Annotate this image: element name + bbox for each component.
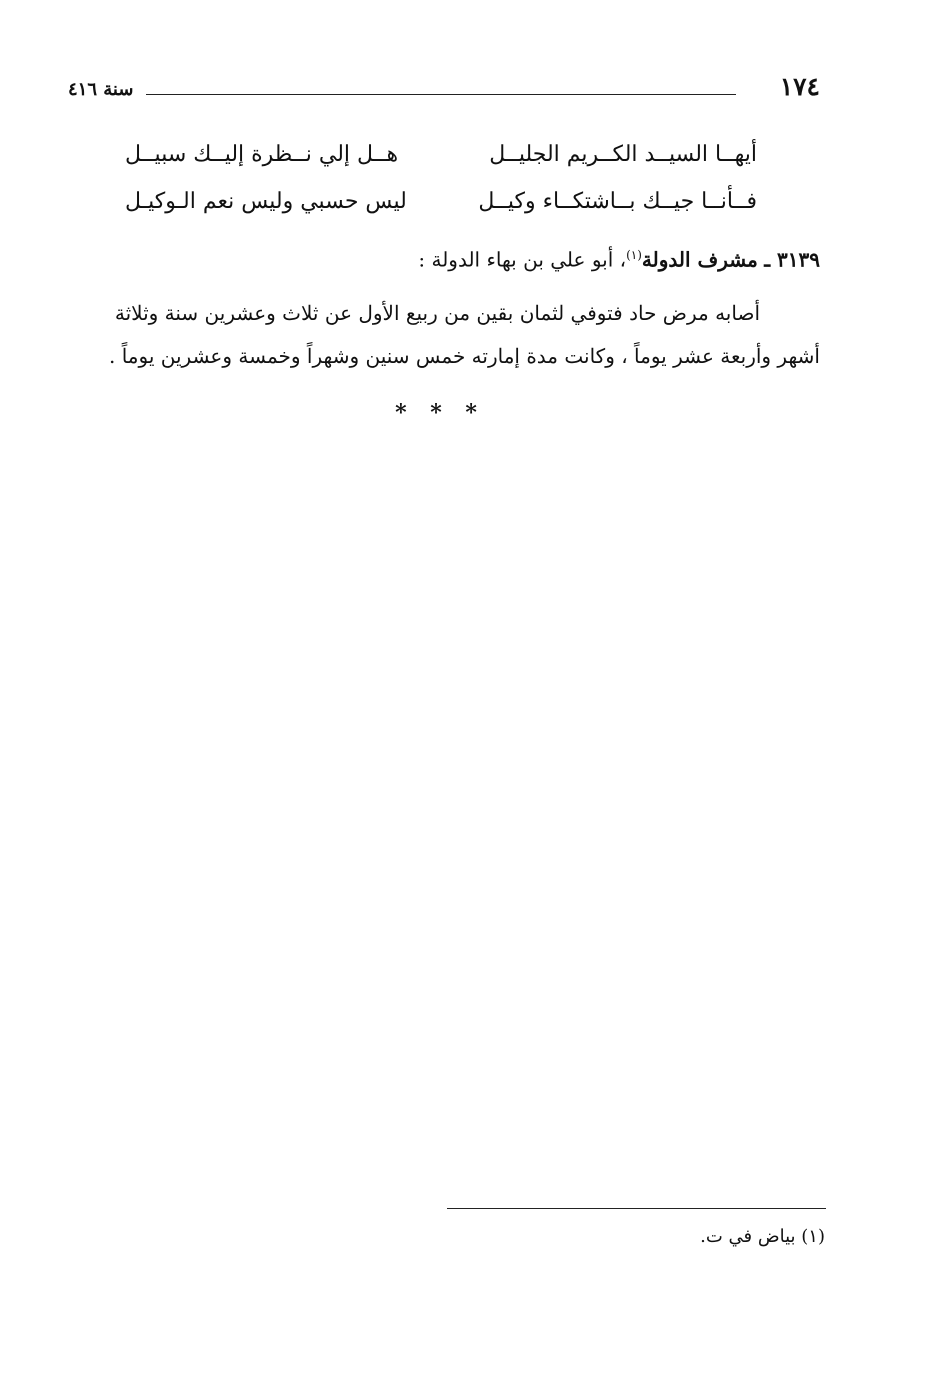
verse-second-hemistich: هــل إلي نــظرة إليــك سبيــل bbox=[125, 142, 399, 167]
entry-heading bbox=[360, 236, 820, 279]
running-header bbox=[68, 72, 820, 106]
footnote-rule bbox=[447, 1208, 826, 1209]
footnote-marker[interactable]: (١) bbox=[626, 248, 642, 262]
running-title: سنة ٤١٦ bbox=[68, 79, 134, 100]
poem-verse bbox=[125, 135, 757, 175]
body-paragraph bbox=[68, 292, 820, 378]
footnote: (١) بياض في ت. bbox=[700, 1226, 825, 1247]
verse-first-hemistich: أيهــا السيــد الكــريم الجليــل bbox=[489, 142, 757, 167]
verse-second-hemistich: ليس حسبي وليس نعم الـوكيـل bbox=[125, 189, 407, 214]
body-line: أشهر وأربعة عشر يوماً ، وكانت مدة إمارته خمس سنين وشهراً وخمسة وعشرين يوماً . bbox=[108, 344, 820, 368]
verse-first-hemistich: فــأنــا جيــك بــاشتكــاء وكيــل bbox=[478, 189, 757, 214]
poem-verse bbox=[125, 182, 757, 222]
body-line: أصابه مرض حاد فتوفي لثمان بقين من ربيع الأول عن ثلاث وعشرين سنة وثلاثة bbox=[114, 301, 760, 325]
entry-name: مشرف الدولة bbox=[641, 247, 758, 272]
entry-number: ٣١٣٩ ـ bbox=[764, 247, 820, 272]
page-number: ١٧٤ bbox=[779, 72, 820, 101]
section-separator: * * * bbox=[395, 400, 485, 426]
header-rule bbox=[146, 94, 736, 95]
entry-description: ، أبو علي بن بهاء الدولة : bbox=[418, 247, 627, 272]
